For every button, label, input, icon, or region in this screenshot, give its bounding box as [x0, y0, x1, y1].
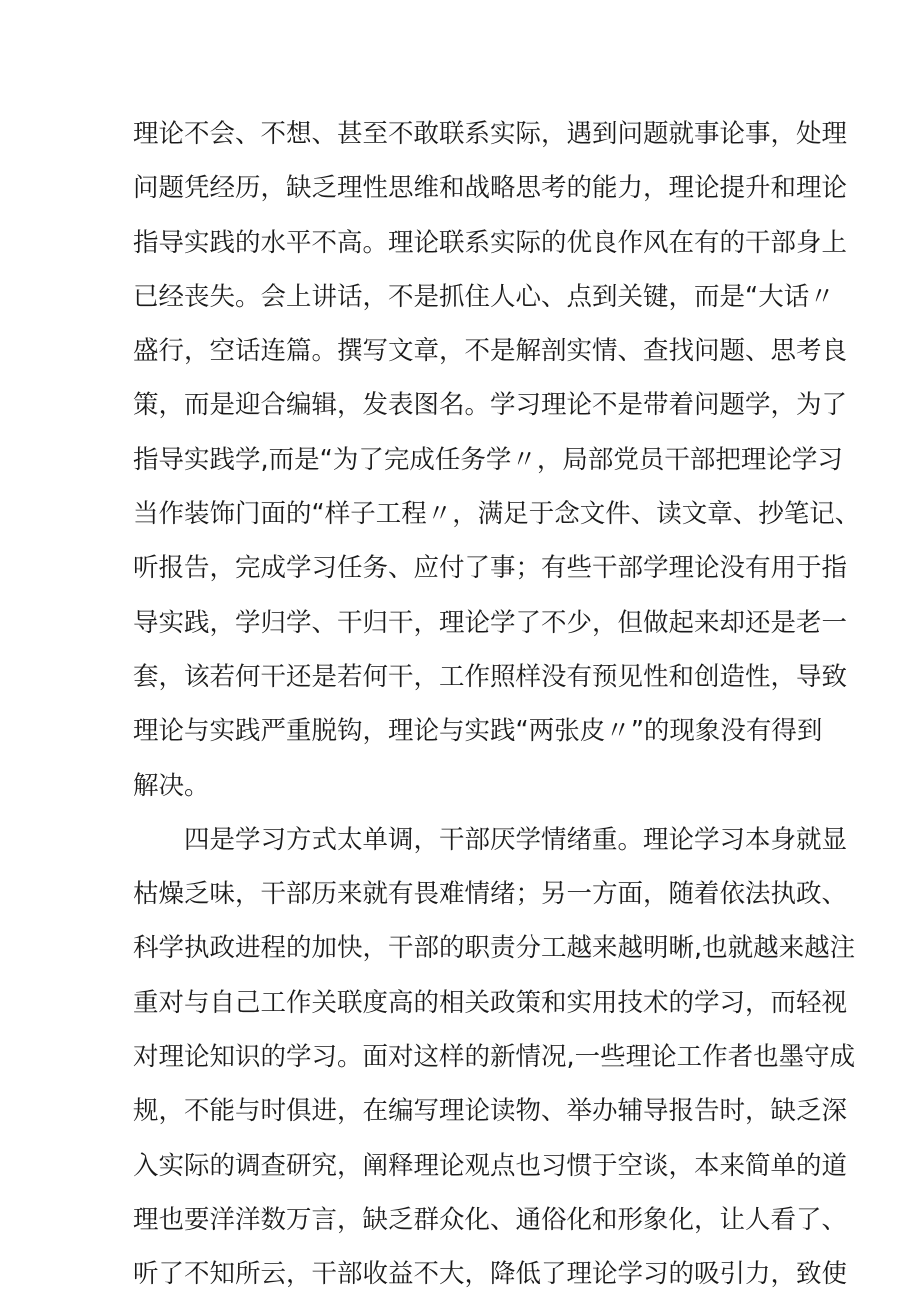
text-line: 当作装饰门面的“样子工程〃，满足于念文件、读文章、抄笔记、: [133, 499, 861, 530]
text-line: 入实际的调查研究，阐释理论观点也习惯于空谈，本来简单的道: [133, 1150, 848, 1181]
text-line: 听报告，完成学习任务、应付了事；有些干部学理论没有用于指: [133, 553, 848, 584]
text-line: 理论不会、不想、甚至不敢联系实际，遇到问题就事论事，处理: [133, 119, 848, 149]
text-line: 理论与实践严重脱钩，理论与实践“两张皮〃”的现象没有得到: [133, 716, 823, 747]
text-line: 重对与自己工作关联度高的相关政策和实用技术的学习，而轻视: [133, 987, 848, 1018]
paragraph-start-line: 四是学习方式太单调，干部厌学情绪重。理论学习本身就显: [184, 824, 848, 855]
text-line: 指导实践学,而是“为了完成任务学〃，局部党员干部把理论学习: [133, 444, 843, 475]
text-line: 指导实践的水平不高。理论联系实际的优良作风在有的干部身上: [133, 227, 848, 258]
text-line: 解决。: [133, 770, 210, 801]
text-line: 科学执政进程的加快，干部的职责分工越来越明晰,也就越来越注: [133, 933, 856, 964]
text-line: 导实践，学归学、干归干，理论学了不少，但做起来却还是老一: [133, 607, 848, 638]
text-line: 策，而是迎合编辑，发表图名。学习理论不是带着问题学，为了: [133, 390, 848, 421]
text-line: 听了不知所云，干部收益不大，降低了理论学习的吸引力，致使: [133, 1259, 848, 1290]
text-line: 枯燥乏味，干部历来就有畏难情绪；另一方面，随着依法执政、: [133, 879, 848, 910]
text-line: 问题凭经历，缺乏理性思维和战略思考的能力，理论提升和理论: [133, 173, 848, 204]
text-line: 规，不能与时俱进，在编写理论读物、举办辅导报告时，缺乏深: [133, 1096, 848, 1127]
text-line: 理也要洋洋数万言，缺乏群众化、通俗化和形象化，让人看了、: [133, 1204, 848, 1235]
text-line: 对理论知识的学习。面对这样的新情况,一些理论工作者也墨守成: [133, 1042, 856, 1073]
text-line: 盛行，空话连篇。撰写文章，不是解剖实情、查找问题、思考良: [133, 336, 848, 367]
body-text: [133, 112, 861, 1307]
text-line: 套，该若何干还是若何干，工作照样没有预见性和创造性，导致: [133, 661, 848, 692]
text-line: 已经丧失。会上讲话，不是抓住人心、点到关键，而是“大话〃: [133, 281, 835, 312]
